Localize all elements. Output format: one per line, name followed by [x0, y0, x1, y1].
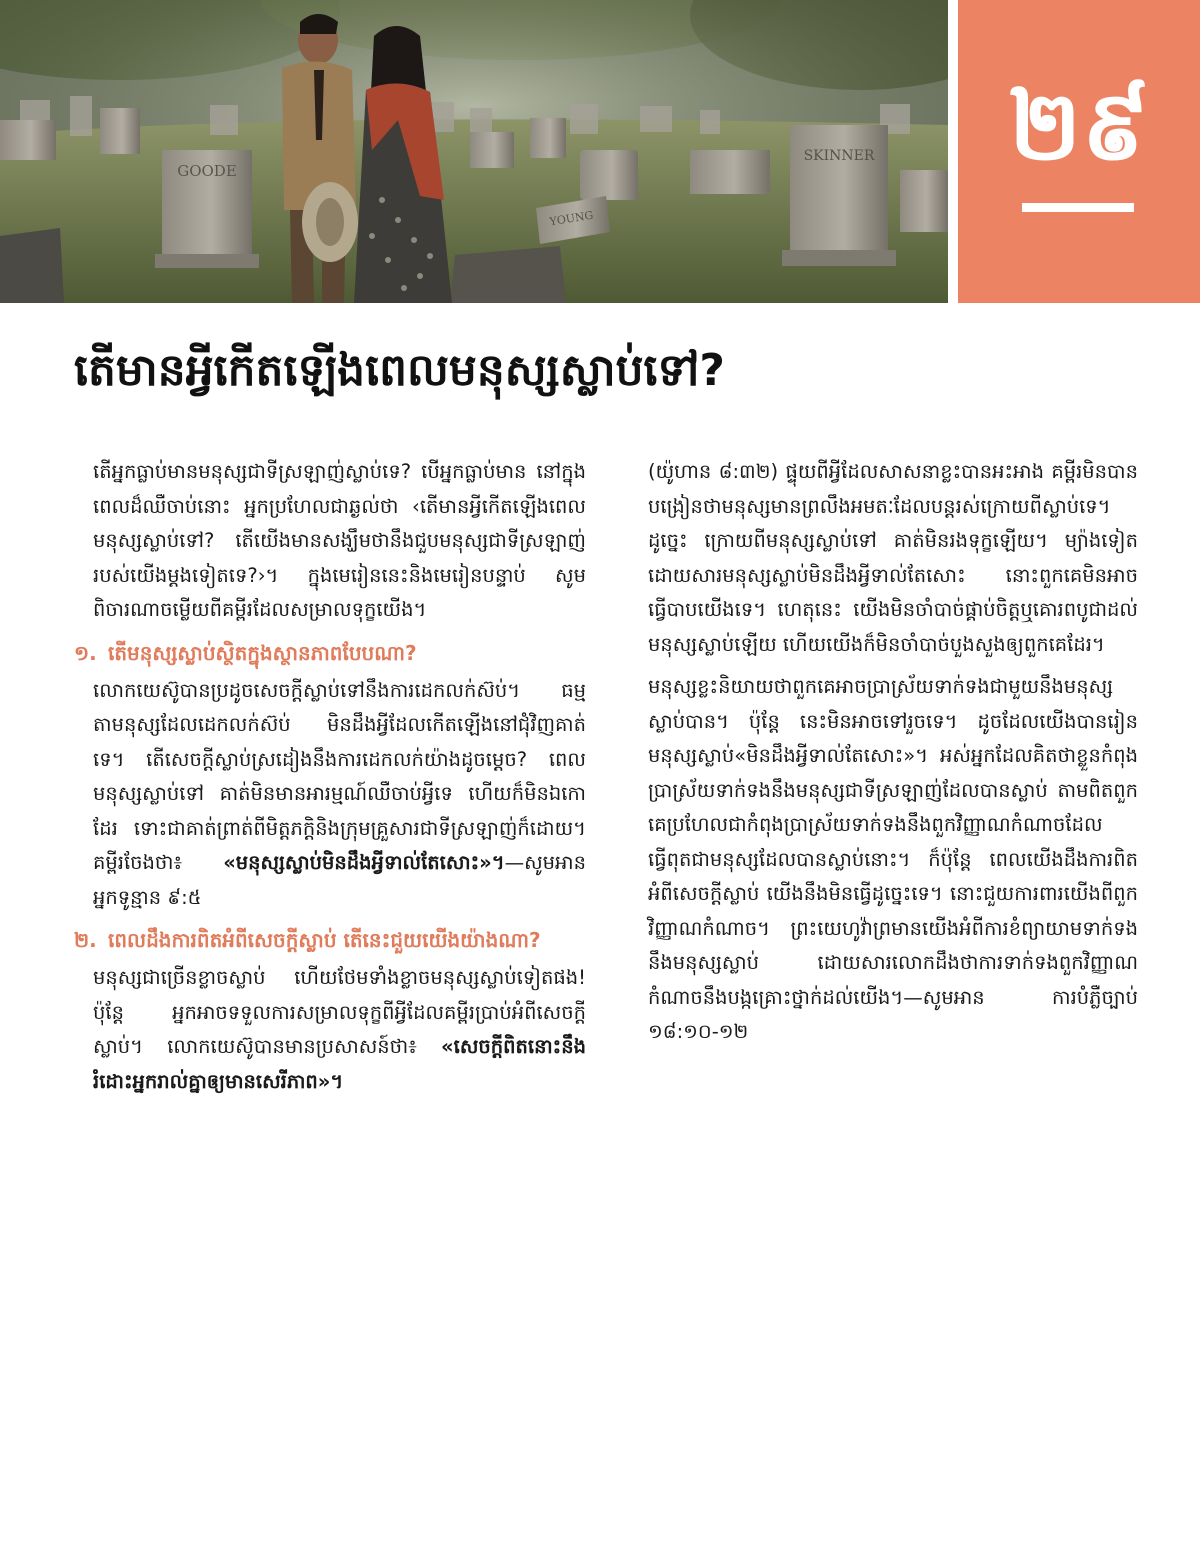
svg-text:GOODE: GOODE: [177, 162, 237, 180]
section-2-quote: «សេចក្ដីពិតនោះនឹងរំដោះអ្នករាល់គ្នាឲ្យមានសេរីភាព»។: [93, 1035, 586, 1093]
intro-paragraph: តើអ្នកធ្លាប់មានមនុស្សជាទីស្រឡាញ់ស្លាប់ទេ? បើអ្នកធ្លាប់មាន នៅក្នុងពេលដ៏ឈឺចាប់នោះ អ្នកប្រហែលជាឆ្ងល់ថា ‹តើមានអ្វីកើតឡើងពេលមនុស្សស្លាប់ទៅ? តើយើងមានសង្ឃឹមថានឹងជួបមនុស្សជាទីស្រឡាញ់របស់យើងម្ដងទៀតទេ?›។ ក្នុងមេរៀននេះនិងមេរៀនបន្ទាប់ សូមពិចារណាចម្លើយពីគម្ពីរដែលសម្រាលទុក្ខយើង។: [93, 460, 586, 621]
section-1-reference: —សូមអាន អ្នកទូន្មាន ៩:៥: [93, 851, 586, 909]
question-heading-2: [74, 923, 586, 957]
cemetery-illustration: [0, 0, 948, 303]
svg-text:YOUNG: YOUNG: [548, 208, 595, 229]
question-number-1: ១.: [74, 640, 97, 665]
svg-text:SKINNER: SKINNER: [803, 148, 875, 164]
section-2-body: [74, 961, 586, 1099]
left-column: [74, 455, 586, 1107]
question-text-1: តើមនុស្សស្លាប់ស្ថិតក្នុងស្ថានភាពបែបណា?: [108, 640, 417, 665]
section-2-paragraph-2-text: មនុស្សខ្លះនិយាយថាពួកគេអាចប្រាស្រ័យទាក់ទងជាមួយនឹងមនុស្សស្លាប់បាន។ ប៉ុន្តែ នេះមិនអាចទៅរួចទេ។ ដូចដែលយើងបានរៀន មនុស្សស្លាប់«មិនដឹងអ្វីទាល់តែសោះ»។ អស់អ្នកដែលគិតថាខ្លួនកំពុងប្រាស្រ័យទាក់ទងនឹងមនុស្សជាទីស្រឡាញ់ដែលបានស្លាប់ តាមពិតពួកគេប្រហែលជាកំពុងប្រាស្រ័យទាក់ទងនឹងពួកវិញ្ញាណកំណាចដែលធ្វើពុតជាមនុស្សដែលបានស្លាប់នោះ។ ក៏ប៉ុន្តែ ពេលយើងដឹងការពិតអំពីសេចក្ដីស្លាប់ យើងនឹងមិនធ្វើដូច្នេះទេ។ នោះជួយការពារយើងពីពួកវិញ្ញាណកំណាច។ ព្រះយេហូវ៉ាព្រមានយើងអំពីការខំព្យាយាមទាក់ទងនឹងមនុស្សស្លាប់ ដោយសារលោកដឹងថាការទាក់ទងពួកវិញ្ញាណកំណាចនឹងបង្កគ្រោះថ្នាក់ដល់យើង។: [648, 675, 1138, 1009]
question-text-2: ពេលដឹងការពិតអំពីសេចក្ដីស្លាប់ តើនេះជួយយើងយ៉ាងណា?: [108, 928, 541, 952]
headstone-goode: [155, 150, 259, 268]
headstone-skinner: [782, 125, 896, 266]
section-1-quote: «មនុស្សស្លាប់មិនដឹងអ្វីទាល់តែសោះ»។: [223, 851, 505, 874]
section-2-text: មនុស្សជាច្រើនខ្លាចស្លាប់ ហើយថែមទាំងខ្លាចមនុស្សស្លាប់ទៀតផង! ប៉ុន្តែ អ្នកអាចទទួលការសម្រាលទុក្ខពីអ្វីដែលគម្ពីរប្រាប់អំពីសេចក្ដីស្លាប់។ លោកយេស៊ូបានមានប្រសាសន៍ថា៖: [93, 966, 586, 1058]
lesson-number-badge: [958, 0, 1200, 303]
right-column: [648, 455, 1138, 1058]
section-1-text: លោកយេស៊ូបានប្រដូចសេចក្ដីស្លាប់ទៅនឹងការដេកលក់ស៊ប់។ ធម្មតាមនុស្សដែលដេកលក់ស៊ប់ មិនដឹងអ្វីដែលកើតឡើងនៅជុំវិញគាត់ទេ។ តើសេចក្ដីស្លាប់ស្រដៀងនឹងការដេកលក់យ៉ាងដូចម្ដេច? ពេលមនុស្សស្លាប់ទៅ គាត់មិនមានអារម្មណ៍ឈឺចាប់អ្វីទេ ហើយក៏មិនឯកោដែរ ទោះជាគាត់ព្រាត់ពីមិត្តភក្ដិនិងក្រុមគ្រួសារជាទីស្រឡាញ់ក៏ដោយ។ គម្ពីរចែងថា៖: [93, 678, 586, 874]
hero-photo: [0, 0, 948, 303]
question-number-2: ២.: [74, 928, 97, 952]
lesson-title: តើមានអ្វីកើតឡើងពេលមនុស្សស្លាប់ទៅ?: [74, 345, 725, 396]
section-2-reference: —សូមអាន ការបំភ្លឺច្បាប់ ១៨:១០-១២: [648, 985, 1138, 1043]
section-1-body: [74, 674, 586, 916]
lesson-number: ២៩: [1008, 70, 1150, 182]
section-2-paragraph-2: [648, 670, 1138, 1050]
question-heading-1: [74, 636, 586, 670]
section-2-continuation: (យ៉ូហាន ៨:៣២) ផ្ទុយពីអ្វីដែលសាសនាខ្លះបានអះអាង គម្ពីរមិនបានបង្រៀនថាមនុស្សមានព្រលឹងអមតៈដែលបន្តរស់ក្រោយពីស្លាប់ទេ។ ដូច្នេះ ក្រោយពីមនុស្សស្លាប់ទៅ គាត់មិនរងទុក្ខឡើយ។ ម្យ៉ាងទៀត ដោយសារមនុស្សស្លាប់មិនដឹងអ្វីទាល់តែសោះ នោះពួកគេមិនអាចធ្វើបាបយើងទេ។ ហេតុនេះ យើងមិនចាំបាច់ផ្គាប់ចិត្តឬគោរពបូជាដល់មនុស្សស្លាប់ឡើយ ហើយយើងក៏មិនចាំបាច់បួងសួងឲ្យពួកគេដែរ។: [648, 460, 1138, 656]
badge-underline: [1022, 203, 1134, 212]
